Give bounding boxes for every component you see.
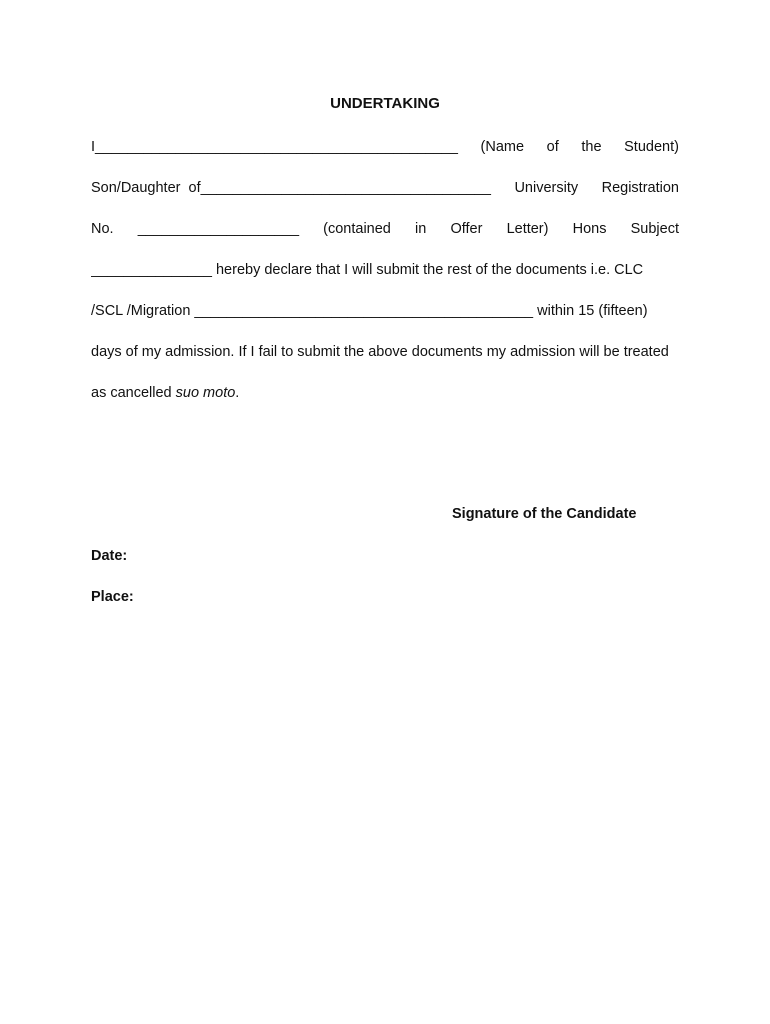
line-2-word: University [514,180,579,196]
line-3-word: No. [91,221,114,237]
line-3-word: ____________________ [137,221,300,237]
place-label: Place: [91,589,134,605]
body-line-4: _______________ hereby declare that I will submit the rest of the documents i.e. CLC [91,262,644,278]
line-3-word: Subject [630,221,679,237]
line-3-word: in [415,221,427,237]
line-3-word: Hons [572,221,607,237]
line-1-word: Student) [624,139,679,155]
body-line-6: days of my admission. If I fail to submit the above documents my admission will be treated [91,344,669,360]
body-line-2 [91,178,679,198]
line-2-word: Son/Daughter of____________________________________ [91,180,491,196]
body-line-1 [91,137,679,157]
body-line-3 [91,219,679,239]
document-title: UNDERTAKING [330,95,440,112]
body-line-7 [91,383,679,403]
line-7-text: as cancelled [91,385,176,401]
line-7-end: . [235,385,240,401]
line-3-word: (contained [323,221,391,237]
line-7-italic: suo moto [175,385,236,401]
line-3-word: Offer [450,221,483,237]
line-3-word: Letter) [506,221,549,237]
line-1-word: I_____________________________________________ [91,139,458,155]
line-1-word: the [581,139,602,155]
date-label: Date: [91,548,128,564]
body-line-5: /SCL /Migration __________________________________________ within 15 (fifteen) [91,303,648,319]
line-2-word: Registration [601,180,679,196]
signature-label: Signature of the Candidate [452,506,637,522]
line-1-word: of [546,139,559,155]
line-1-word: (Name [480,139,525,155]
